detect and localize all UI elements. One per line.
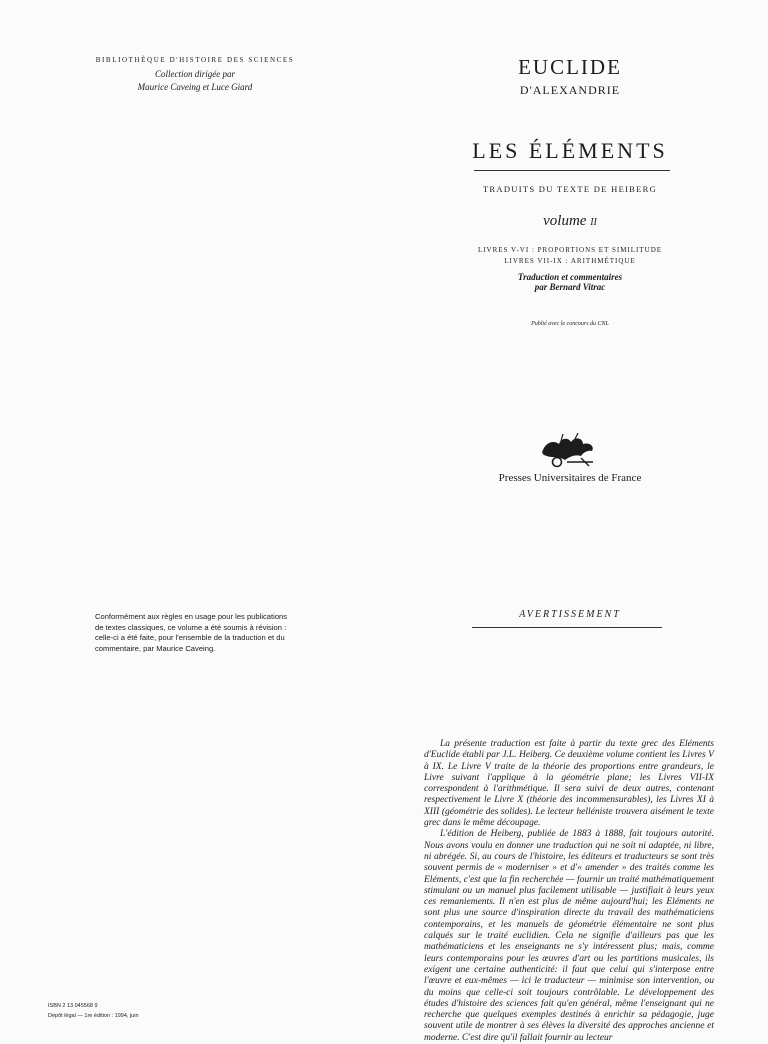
- volume-label: [470, 213, 670, 230]
- book-title: LES ÉLÉMENTS: [472, 138, 668, 163]
- legal-deposit-line: Dépôt légal — 1re édition : 1994, juin: [48, 1013, 139, 1019]
- volume-number: II: [590, 217, 597, 228]
- avertissement-divider: [472, 627, 662, 628]
- translation-credit-line-1: Traduction et commentaires: [517, 272, 623, 282]
- series-name: BIBLIOTHÈQUE D'HISTOIRE DES SCIENCES: [95, 56, 295, 64]
- author-origin: D'ALEXANDRIE: [519, 83, 621, 97]
- author-name: EUCLIDE: [518, 55, 622, 79]
- title-divider: [474, 170, 670, 171]
- livres-line-2: LIVRES VII-IX : ARITHMÉTIQUE: [504, 257, 636, 265]
- avertissement-text: [424, 739, 714, 1043]
- book-subtitle: TRADUITS DU TEXTE DE HEIBERG: [482, 184, 658, 194]
- collection-director-label: Collection dirigée par: [155, 69, 235, 79]
- avertissement-paragraph: L'édition de Heiberg, publiée de 1883 à 1888, fait toujours autorité. Nous avons voulu en donner une traduction qui ne soit ni adaptée, ni libre, ni abrégée. Si, au cours de l'histoire, les éditeurs et traducteurs se sont très souvent permis de « moderniser » et d'« amender » des traités comme les Eléments, c'est que la fin recherchée — fournir un traité mathématiquement stimulant ou un manuel plus facilement utilisable — justifiait à leurs yeux ces remaniements. Il n'en est plus de même aujourd'hui; les Eléments ne sont plus une source d'inspiration directe du travail des mathématiciens contemporains, et les manuels de géométrie élémentaire ne sont plus calqués sur le traité euclidien. Cela ne signifie d'ailleurs pas que les mathématiciens et les enseignants ne s'y intéressent plus; mais, comme leurs contemporains pour les œuvres d'art ou les partitions musicales, ils exigent une certaine authenticité: il faut que celui qui s'interpose entre l'œuvre et eux-mêmes — ici le traducteur — minimise son intervention, ou du moins que celle-ci soit toujours contrôlable. Le développement des études d'histoire des sciences fait qu'en général, même l'enseignant qui ne recherche que quelques exemples destinés à enrichir sa pédagogie, juge souvent utile de montrer à ses élèves la diversité des approches ancienne et moderne. C'est dire qu'il fallait fournir au lecteur: [424, 829, 714, 1043]
- collection-directors: Maurice Caveing et Luce Giard: [137, 82, 253, 92]
- volume-word: volume: [543, 213, 587, 229]
- avertissement-paragraph: La présente traduction est faite à partir du texte grec des Eléments d'Euclide établi par J.L. Heiberg. Ce deuxième volume contient les Livres V à IX. Le Livre V traite de la théorie des proportions entre grandeurs, le Livre suivant l'applique à la géométrie plane; les Livres VII-IX correspondent à l'arithmétique. Il sera suivi de deux autres, contenant respectivement le Livre X (théorie des incommensurables), les Livres XI à XIII (géométrie des solides). Le lecteur helléniste trouvera aisément le texte grec dans le même découpage.: [424, 739, 714, 829]
- isbn-line: ISBN 2 13 045568 9: [48, 1003, 98, 1009]
- publisher-name: Presses Universitaires de France: [498, 472, 642, 484]
- livres-line-1: LIVRES V-VI : PROPORTIONS ET SIMILITUDE: [477, 246, 663, 254]
- publication-support-note: Publié avec le concours du CNL: [531, 321, 609, 327]
- revision-notice: Conformément aux règles en usage pour les publications de textes classiques, ce volume a été soumis à révision : celle-ci a été faite, pour l'ensemble de la traduction et du commentaire, par Maurice Caveing.: [95, 612, 288, 653]
- avertissement-heading: AVERTISSEMENT: [519, 609, 621, 620]
- puf-logo-icon: [537, 432, 599, 475]
- translation-credit-line-2: par Bernard Vitrac: [534, 282, 606, 292]
